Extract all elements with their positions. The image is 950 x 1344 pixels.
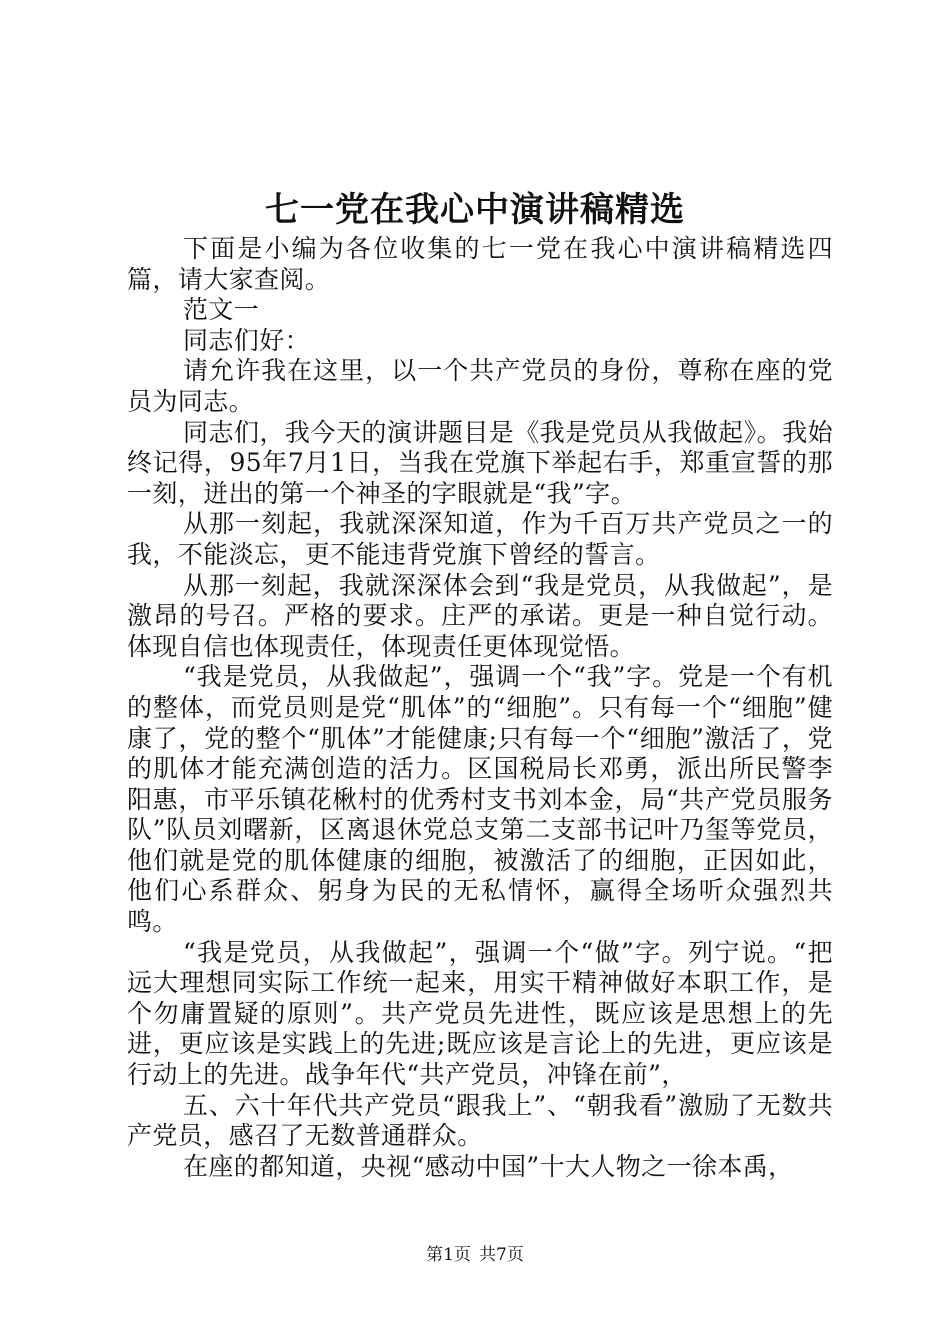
body-paragraph: 五、六十年代共产党员“跟我上”、“朝我看”激励了无数共产党员，感召了无数普通群众。 bbox=[127, 1090, 833, 1151]
body-paragraph: 同志们，我今天的演讲题目是《我是党员从我做起》。我始终记得，95年7月1日，当我在党旗下举起右手，郑重宣誓的那一刻，迸出的第一个神圣的字眼就是“我”字。 bbox=[127, 417, 833, 508]
body-paragraph: 同志们好： bbox=[183, 325, 311, 355]
body-paragraph: 范文一 bbox=[183, 295, 260, 325]
document-title: 七一党在我心中演讲稿精选 bbox=[265, 190, 685, 230]
body-paragraph: 下面是小编为各位收集的七一党在我心中演讲稿精选四篇，请大家查阅。 bbox=[127, 234, 833, 294]
page-footer bbox=[0, 1243, 950, 1267]
body-paragraph: 从那一刻起，我就深深体会到“我是党员，从我做起”，是激昂的号召。严格的要求。庄严的承诺。更是一种自觉行动。体现自信也体现责任，体现责任更体现觉悟。 bbox=[127, 570, 833, 661]
page-number-current: 第1页 bbox=[426, 1245, 471, 1265]
page-number-total: 共7页 bbox=[479, 1245, 524, 1265]
body-paragraph: 从那一刻起，我就深深知道，作为千百万共产党员之一的我，不能淡忘，更不能违背党旗下曾经的誓言。 bbox=[127, 509, 833, 569]
body-paragraph: 在座的都知道，央视“感动中国”十大人物之一徐本禹， bbox=[183, 1151, 794, 1181]
body-paragraph: “我是党员，从我做起”，强调一个“做”字。列宁说。“把远大理想同实际工作统一起来，用实干精神做好本职工作，是个勿庸置疑的原则”。共产党员先进性，既应该是思想上的先进，更应该是实践上的先进;既应该是言论上的先进，更应该是行动上的先进。战争年代“共产党员，冲锋在前”， bbox=[127, 937, 833, 1090]
body-paragraph: 请允许我在这里，以一个共产党员的身份，尊称在座的党员为同志。 bbox=[127, 356, 833, 416]
body-paragraph: “我是党员，从我做起”，强调一个“我”字。党是一个有机的整体，而党员则是党“肌体”的“细胞”。只有每一个“细胞”健康了，党的整个“肌体”才能健康;只有每一个“细胞”激活了，党的肌体才能充满创造的活力。区国税局长邓勇，派出所民警李阳惠，市平乐镇花楸村的优秀村支书刘本金，局“共产党员服务队”队员刘曙新，区离退休党总支第二支部书记叶乃玺等党员，他们就是党的肌体健康的细胞，被激活了的细胞，正因如此，他们心系群众、躬身为民的无私情怀，赢得全场听众强烈共鸣。 bbox=[127, 662, 833, 937]
document-body bbox=[127, 234, 833, 1182]
